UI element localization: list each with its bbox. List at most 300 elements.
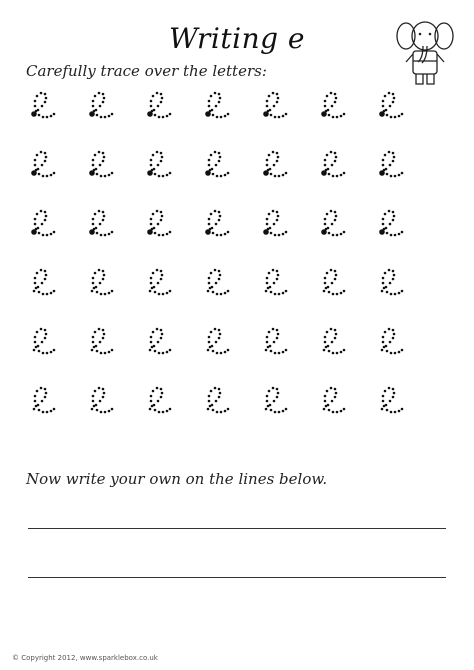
trace-dot: [108, 292, 111, 295]
trace-dot: [91, 290, 94, 293]
trace-dot: [34, 341, 37, 344]
trace-dot: [160, 160, 163, 163]
trace-dot: [160, 211, 163, 214]
trace-dot: [285, 113, 288, 116]
trace-dot: [53, 408, 56, 411]
trace-dot: [46, 293, 49, 296]
trace-dot: [100, 293, 103, 296]
trace-dot: [161, 215, 164, 218]
trace-dot: [340, 292, 343, 295]
trace-dot: [44, 219, 47, 222]
trace-dot: [50, 233, 53, 236]
trace-dot: [386, 173, 389, 176]
trace-dot: [384, 154, 387, 157]
tracing-letter: [207, 328, 230, 355]
trace-dot: [94, 154, 97, 157]
trace-dot: [104, 116, 107, 119]
trace-dot: [390, 116, 393, 119]
trace-dot: [224, 351, 227, 354]
trace-dot: [270, 350, 273, 353]
trace-dot: [216, 411, 219, 414]
trace-dot: [151, 405, 154, 408]
trace-dot: [208, 341, 211, 344]
trace-dot: [214, 151, 217, 154]
trace-dot: [92, 395, 95, 398]
trace-dot: [157, 223, 160, 226]
trace-dot: [166, 233, 169, 236]
trace-dot: [330, 151, 333, 154]
trace-dot: [218, 160, 221, 163]
trace-dot: [328, 409, 331, 412]
trace-dot: [154, 232, 157, 235]
trace-dot: [268, 154, 271, 157]
trace-dot: [266, 282, 269, 285]
trace-dot: [34, 400, 37, 403]
trace-dot: [267, 346, 270, 349]
trace-dot: [35, 169, 38, 172]
trace-dot: [158, 352, 161, 355]
trace-dot: [383, 110, 386, 113]
trace-dot: [208, 282, 211, 285]
tracing-letter: [265, 328, 288, 355]
trace-dot: [389, 223, 392, 226]
trace-dot: [218, 388, 221, 391]
trace-dot: [207, 290, 210, 293]
trace-dot: [384, 213, 387, 216]
trace-dot: [160, 396, 163, 399]
trace-dot: [282, 233, 285, 236]
trace-dot: [36, 154, 39, 157]
trace-dot: [150, 282, 153, 285]
trace-dot: [100, 175, 103, 178]
trace-dot: [282, 410, 285, 413]
trace-dot: [398, 410, 401, 413]
tracing-letter: [89, 92, 113, 119]
trace-dot: [274, 293, 277, 296]
trace-dot: [38, 114, 41, 117]
trace-dot: [208, 395, 211, 398]
tracing-letter: [149, 387, 172, 414]
trace-dot: [328, 173, 331, 176]
trace-dot: [45, 156, 48, 159]
trace-dot: [102, 278, 105, 281]
trace-dot: [383, 228, 386, 231]
trace-dot: [266, 336, 269, 339]
trace-dot: [53, 172, 56, 175]
trace-dot: [104, 352, 107, 355]
trace-dot: [266, 159, 269, 162]
tracing-letter: [31, 151, 55, 178]
trace-dot: [277, 274, 280, 277]
trace-dot: [108, 233, 111, 236]
trace-dot: [212, 350, 215, 353]
trace-dot: [334, 278, 337, 281]
trace-dot: [44, 396, 47, 399]
trace-dot: [92, 159, 95, 162]
trace-dot: [149, 349, 152, 352]
tracing-letter: [263, 210, 287, 237]
trace-dot: [382, 218, 385, 221]
trace-dot: [326, 95, 329, 98]
trace-dot: [218, 101, 221, 104]
trace-dot: [215, 223, 218, 226]
trace-dot: [343, 113, 346, 116]
trace-dot: [162, 352, 165, 355]
trace-dot: [340, 351, 343, 354]
tracing-letter: [33, 328, 56, 355]
trace-dot: [394, 234, 397, 237]
trace-dot: [227, 408, 230, 411]
trace-dot: [156, 210, 159, 213]
trace-dot: [207, 408, 210, 411]
writing-line[interactable]: [28, 577, 446, 578]
trace-dot: [218, 278, 221, 281]
trace-dot: [392, 278, 395, 281]
trace-dot: [96, 291, 99, 294]
trace-dot: [398, 292, 401, 295]
trace-dot: [166, 410, 169, 413]
trace-dot: [278, 116, 281, 119]
trace-dot: [390, 175, 393, 178]
trace-dot: [336, 175, 339, 178]
trace-dot: [398, 351, 401, 354]
trace-dot: [157, 105, 160, 108]
trace-dot: [383, 405, 386, 408]
trace-dot: [324, 341, 327, 344]
trace-dot: [158, 116, 161, 119]
trace-dot: [282, 115, 285, 118]
trace-dot: [102, 329, 105, 332]
trace-dot: [219, 97, 222, 100]
trace-dot: [330, 387, 333, 390]
trace-dot: [151, 169, 154, 172]
trace-dot: [328, 114, 331, 117]
trace-dot: [208, 277, 211, 280]
trace-dot: [340, 115, 343, 118]
trace-dot: [266, 105, 269, 108]
trace-dot: [99, 400, 102, 403]
trace-dot: [392, 219, 395, 222]
tracing-letter: [379, 210, 403, 237]
trace-dot: [158, 293, 161, 296]
trace-dot: [276, 160, 279, 163]
trace-dot: [166, 174, 169, 177]
tracing-letter: [321, 151, 345, 178]
trace-dot: [227, 231, 230, 234]
trace-dot: [219, 274, 222, 277]
trace-dot: [265, 408, 268, 411]
trace-dot: [44, 278, 47, 281]
trace-dot: [92, 223, 95, 226]
trace-dot: [393, 97, 396, 100]
trace-dot: [282, 174, 285, 177]
trace-dot: [46, 411, 49, 414]
trace-dot: [272, 210, 275, 213]
trace-dot: [160, 152, 163, 155]
trace-dot: [212, 409, 215, 412]
trace-dot: [326, 272, 329, 275]
trace-dot: [276, 329, 279, 332]
trace-dot: [382, 100, 385, 103]
trace-dot: [388, 92, 391, 95]
trace-dot: [324, 218, 327, 221]
trace-dot: [208, 400, 211, 403]
page-title: Writing e: [169, 22, 305, 55]
trace-dot: [381, 290, 384, 293]
trace-dot: [166, 351, 169, 354]
trace-dot: [156, 269, 159, 272]
trace-dot: [335, 333, 338, 336]
trace-dot: [272, 269, 275, 272]
trace-dot: [150, 105, 153, 108]
trace-dot: [207, 349, 210, 352]
trace-dot: [326, 213, 329, 216]
trace-dot: [392, 396, 395, 399]
trace-dot: [161, 156, 164, 159]
trace-dot: [324, 400, 327, 403]
trace-dot: [169, 231, 172, 234]
trace-dot: [382, 341, 385, 344]
trace-dot: [209, 346, 212, 349]
trace-dot: [278, 411, 281, 414]
trace-dot: [96, 114, 99, 117]
trace-dot: [323, 290, 326, 293]
trace-dot: [102, 388, 105, 391]
trace-dot: [104, 411, 107, 414]
trace-dot: [388, 269, 391, 272]
trace-dot: [266, 218, 269, 221]
trace-dot: [96, 350, 99, 353]
trace-dot: [210, 154, 213, 157]
trace-dot: [160, 278, 163, 281]
trace-dot: [212, 114, 215, 117]
tracing-letter: [207, 387, 230, 414]
trace-dot: [102, 152, 105, 155]
trace-dot: [150, 277, 153, 280]
trace-dot: [162, 411, 165, 414]
trace-dot: [102, 101, 105, 104]
trace-dot: [389, 341, 392, 344]
trace-dot: [270, 291, 273, 294]
trace-dot: [394, 175, 397, 178]
trace-dot: [266, 277, 269, 280]
trace-dot: [265, 290, 268, 293]
trace-dot: [160, 329, 163, 332]
trace-dot: [276, 211, 279, 214]
trace-dot: [323, 408, 326, 411]
trace-dot: [92, 400, 95, 403]
trace-dot: [392, 152, 395, 155]
trace-dot: [325, 346, 328, 349]
trace-dot: [266, 223, 269, 226]
trace-dot: [336, 234, 339, 237]
trace-dot: [276, 396, 279, 399]
trace-dot: [274, 352, 277, 355]
trace-dot: [99, 282, 102, 285]
trace-dot: [335, 215, 338, 218]
trace-dot: [285, 349, 288, 352]
trace-dot: [152, 154, 155, 157]
trace-dot: [266, 164, 269, 167]
trace-dot: [160, 219, 163, 222]
trace-dot: [272, 387, 275, 390]
trace-dot: [382, 105, 385, 108]
trace-dot: [227, 172, 230, 175]
trace-dot: [36, 272, 39, 275]
trace-dot: [160, 337, 163, 340]
trace-dot: [272, 92, 275, 95]
trace-dot: [272, 151, 275, 154]
trace-dot: [332, 411, 335, 414]
trace-dot: [388, 210, 391, 213]
trace-dot: [325, 169, 328, 172]
trace-dot: [331, 223, 334, 226]
trace-dot: [212, 291, 215, 294]
trace-dot: [42, 116, 45, 119]
trace-dot: [216, 116, 219, 119]
trace-dot: [158, 175, 161, 178]
trace-dot: [102, 396, 105, 399]
trace-dot: [33, 349, 36, 352]
trace-dot: [220, 116, 223, 119]
trace-dot: [274, 175, 277, 178]
trace-dot: [278, 175, 281, 178]
trace-dot: [41, 282, 44, 285]
trace-dot: [50, 115, 53, 118]
trace-dot: [335, 97, 338, 100]
trace-dot: [277, 215, 280, 218]
trace-dot: [41, 164, 44, 167]
trace-dot: [44, 270, 47, 273]
trace-dot: [336, 293, 339, 296]
trace-dot: [36, 390, 39, 393]
tracing-letter: [379, 92, 403, 119]
trace-dot: [277, 333, 280, 336]
trace-dot: [278, 352, 281, 355]
trace-dot: [343, 408, 346, 411]
trace-dot: [382, 223, 385, 226]
trace-dot: [401, 231, 404, 234]
trace-dot: [324, 100, 327, 103]
trace-dot: [91, 349, 94, 352]
trace-dot: [273, 223, 276, 226]
trace-dot: [99, 341, 102, 344]
trace-dot: [40, 387, 43, 390]
trace-dot: [332, 293, 335, 296]
trace-dot: [334, 396, 337, 399]
trace-dot: [93, 346, 96, 349]
trace-dot: [382, 336, 385, 339]
trace-dot: [324, 105, 327, 108]
trace-dot: [326, 331, 329, 334]
trace-dot: [50, 174, 53, 177]
trace-dot: [388, 387, 391, 390]
trace-dot: [220, 293, 223, 296]
trace-dot: [326, 154, 329, 157]
trace-dot: [268, 95, 271, 98]
trace-dot: [92, 164, 95, 167]
trace-dot: [34, 277, 37, 280]
trace-dot: [335, 156, 338, 159]
trace-dot: [389, 282, 392, 285]
writing-line[interactable]: [28, 528, 446, 529]
trace-dot: [35, 405, 38, 408]
trace-dot: [44, 152, 47, 155]
trace-dot: [268, 331, 271, 334]
trace-dot: [273, 164, 276, 167]
trace-dot: [398, 174, 401, 177]
trace-dot: [218, 152, 221, 155]
trace-dot: [34, 223, 37, 226]
trace-dot: [219, 333, 222, 336]
trace-dot: [214, 387, 217, 390]
trace-dot: [50, 292, 53, 295]
trace-dot: [169, 290, 172, 293]
trace-dot: [218, 329, 221, 332]
trace-dot: [324, 277, 327, 280]
trace-dot: [334, 152, 337, 155]
trace-dot: [152, 95, 155, 98]
trace-dot: [161, 97, 164, 100]
trace-dot: [383, 169, 386, 172]
trace-dot: [389, 164, 392, 167]
trace-dot: [45, 392, 48, 395]
trace-dot: [394, 116, 397, 119]
trace-dot: [273, 282, 276, 285]
trace-dot: [324, 336, 327, 339]
trace-dot: [336, 411, 339, 414]
trace-dot: [276, 388, 279, 391]
trace-dot: [384, 390, 387, 393]
trace-dot: [384, 272, 387, 275]
trace-dot: [94, 213, 97, 216]
trace-dot: [323, 349, 326, 352]
trace-dot: [210, 213, 213, 216]
trace-dot: [50, 351, 53, 354]
trace-dot: [44, 388, 47, 391]
trace-dot: [270, 114, 273, 117]
tracing-letter: [205, 92, 229, 119]
trace-dot: [382, 277, 385, 280]
trace-dot: [340, 410, 343, 413]
trace-dot: [96, 173, 99, 176]
trace-dot: [169, 349, 172, 352]
trace-dot: [149, 408, 152, 411]
trace-dot: [99, 223, 102, 226]
trace-dot: [35, 110, 38, 113]
trace-dot: [388, 328, 391, 331]
trace-dot: [218, 337, 221, 340]
trace-dot: [99, 164, 102, 167]
trace-dot: [157, 400, 160, 403]
trace-dot: [215, 105, 218, 108]
trace-dot: [92, 282, 95, 285]
trace-dot: [103, 215, 106, 218]
trace-dot: [324, 159, 327, 162]
trace-dot: [276, 152, 279, 155]
trace-dot: [210, 390, 213, 393]
tracing-letter: [31, 210, 55, 237]
trace-dot: [331, 164, 334, 167]
trace-dot: [218, 211, 221, 214]
trace-dot: [266, 395, 269, 398]
trace-dot: [209, 405, 212, 408]
trace-dot: [331, 400, 334, 403]
trace-dot: [50, 410, 53, 413]
trace-dot: [102, 211, 105, 214]
trace-dot: [151, 110, 154, 113]
trace-dot: [343, 349, 346, 352]
